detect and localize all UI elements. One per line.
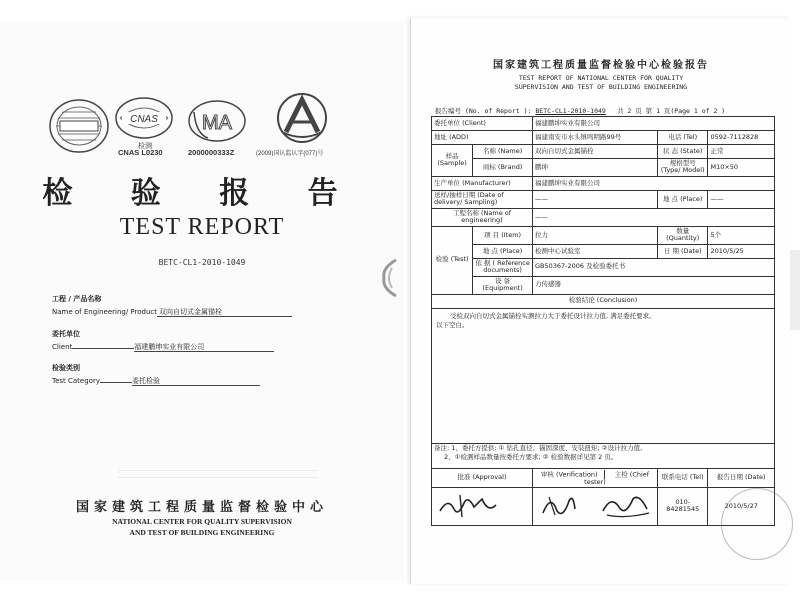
conclusion-label: 检验结论 (Conclusion) [432, 294, 775, 308]
approval-label: 批准 (Approval) [432, 468, 533, 487]
table-row [432, 244, 775, 258]
detail-title-en-1: TEST REPORT OF NATIONAL CENTER FOR QUALITY [518, 74, 684, 82]
eng-label: 工程名称 (Name of engineering) [432, 208, 533, 226]
test-place-label: 地 点 (Place) [473, 244, 533, 258]
remarks-cell [432, 443, 775, 468]
cma-number: 2000000333Z [188, 148, 235, 157]
client-label-cn: 委托单位 [52, 330, 80, 338]
qty-value: 5个 [708, 226, 775, 244]
issue-value: 2010/5/27 [708, 488, 775, 525]
conclusion-blank-note: 以下空白。 [436, 321, 469, 330]
ref-value: GB50367-2006 及检验委托书 [533, 258, 775, 276]
contact-value: 010-84281545 [658, 488, 708, 525]
report-table [431, 116, 775, 526]
client-field [52, 329, 274, 352]
cnas-number: CNAS L0230 [118, 148, 163, 157]
report-detail-page [410, 18, 791, 584]
test-label: 检验 (Test) [432, 226, 473, 294]
table-row [432, 208, 775, 226]
remarks-line-2: 2、①检测样品数量按委托方要求; ② 检验数据详见第 2 页。 [444, 453, 618, 462]
issuer-name-en-1: NATIONAL CENTER FOR QUALITY SUPERVISION [112, 517, 292, 526]
sample-label: 样品 (Sample) [432, 145, 473, 177]
eng-value: —— [533, 208, 775, 226]
client-value-cell: 福建鹏坤实业有限公司 [533, 117, 775, 131]
product-field [52, 294, 292, 317]
test-place-value: 检测中心试验室 [533, 244, 658, 258]
table-row [432, 117, 775, 131]
delivery-label: 送样/抽样日期 (Date of delivery/ Sampling) [432, 190, 533, 208]
table-row [432, 190, 775, 208]
table-row [432, 159, 775, 177]
svg-text:CNAS: CNAS [130, 114, 158, 125]
report-number: BETC-CL1-2010-1049 [158, 258, 246, 267]
category-value: 委托检验 [132, 377, 260, 386]
product-value: 双向自切式金属锚栓 [159, 308, 292, 317]
detail-title-cn: 国家建筑工程质量监督检验中心检验报告 [493, 60, 709, 71]
cal-logo-icon [274, 92, 330, 144]
type-value: M10×50 [708, 159, 775, 177]
equip-value: 力传感器 [533, 276, 775, 294]
table-row [432, 294, 775, 308]
cma-seal-icon [48, 98, 110, 154]
client-value: 福建鹏坤实业有限公司 [134, 343, 274, 352]
contact-label: 联系电话 (Tel) [658, 468, 708, 487]
verification-label: 审核 (Verification) [540, 470, 598, 479]
cover-page [0, 22, 404, 580]
cnas-logo-icon [114, 96, 174, 140]
conclusion-cell [432, 308, 775, 443]
conclusion-text: 受检双向自切式金属锚栓实测拉力大于委托设计拉力值, 满足委托要求。 [450, 311, 656, 320]
report-no-value: BETC-CL1-2010-1049 [535, 107, 606, 115]
staple-mark-icon [378, 258, 400, 298]
detail-title-en-2: SUPERVISION AND TEST OF BUILDING ENGINEERING [514, 83, 688, 91]
tel-value: 0592-7112828 [708, 131, 775, 145]
adjacent-page-edge [790, 250, 800, 330]
report-title-en: TEST REPORT [119, 214, 285, 240]
ref-label: 依 据 ( Reference documents) [473, 258, 533, 276]
cnas-sub-label: 检测 [138, 143, 152, 150]
approval-signature-cell [432, 488, 533, 525]
verif-chief-signature-cell [533, 488, 658, 525]
type-label: 规格型号 (Type/ Model) [658, 159, 708, 177]
category-label-cn: 检验类别 [52, 364, 80, 372]
table-row [432, 258, 775, 276]
tel-label: 电话 (Tel) [658, 131, 708, 145]
verif-chief-labels [533, 468, 658, 487]
category-label-en: Test Category [52, 377, 100, 385]
state-value: 正常 [708, 145, 775, 159]
brand-label: 商标 (Brand) [473, 159, 533, 177]
equip-label: 设 备 (Equipment) [473, 276, 533, 294]
client-label: 委托单位 (Client) [432, 117, 533, 131]
table-row [432, 443, 775, 468]
date-label: 日 期 (Date) [658, 244, 708, 258]
table-row [432, 131, 775, 145]
mfr-label: 生产单位 (Manufacturer) [432, 176, 533, 190]
cal-number: (2009)国认监认字(077)号 [256, 151, 324, 157]
page-info: 共 2 页 第 1 页(Page 1 of 2 ) [617, 107, 726, 115]
place-label: 地 点 (Place) [658, 190, 708, 208]
svg-text:MA: MA [202, 112, 232, 134]
table-row [432, 276, 775, 294]
official-stamp-icon [721, 488, 793, 560]
date-value: 2010/5/25 [708, 244, 775, 258]
table-row [432, 226, 775, 244]
addr-value: 福建南安市水头镇鸣明路99号 [533, 131, 658, 145]
table-row [432, 145, 775, 159]
mfr-value: 福建鹏坤实业有限公司 [533, 176, 775, 190]
item-label: 项 目 (Item) [473, 226, 533, 244]
cma-logo-icon [186, 98, 248, 144]
item-value: 拉力 [533, 226, 658, 244]
report-no-label: 报告编号 (No. of Report ): [435, 107, 532, 115]
issuer-name-en-2: AND TEST OF BUILDING ENGINEERING [129, 528, 275, 537]
issuer-name-cn: 国家建筑工程质量监督检验中心 [75, 500, 328, 515]
delivery-value: —— [533, 190, 658, 208]
detail-report-number-row [435, 106, 726, 115]
chief-label: 主检 (Chief tester) [584, 470, 650, 486]
table-row [432, 176, 775, 190]
name-value: 双向自切式金属锚栓 [533, 145, 658, 159]
place-value: —— [708, 190, 775, 208]
approval-signature-icon [434, 489, 530, 521]
issue-label: 报告日期 (Date) [708, 468, 775, 487]
remarks-line-1: 备注: 1、委托方提供: ① 钻孔直径、锚固深度、安装扭矩; ②设计拉力值, [434, 443, 643, 452]
signatures-icon [535, 489, 655, 521]
product-label-en: Name of Engineering/ Product [52, 308, 158, 316]
table-row [432, 468, 775, 487]
report-title-cn: 检 验 报 告 [42, 176, 362, 211]
brand-value: 鹏坤 [533, 159, 658, 177]
addr-label: 地址 (ADD) [432, 131, 533, 145]
state-label: 状 态 (State) [658, 145, 708, 159]
show-through-text [118, 462, 318, 484]
name-label: 名称 (Name) [473, 145, 533, 159]
certification-logos [48, 92, 338, 162]
qty-label: 数量 (Quantity) [658, 226, 708, 244]
product-label-cn: 工程 / 产品名称 [52, 295, 102, 303]
client-label-en: Client [52, 343, 73, 351]
category-field [52, 363, 260, 386]
table-row [432, 308, 775, 443]
